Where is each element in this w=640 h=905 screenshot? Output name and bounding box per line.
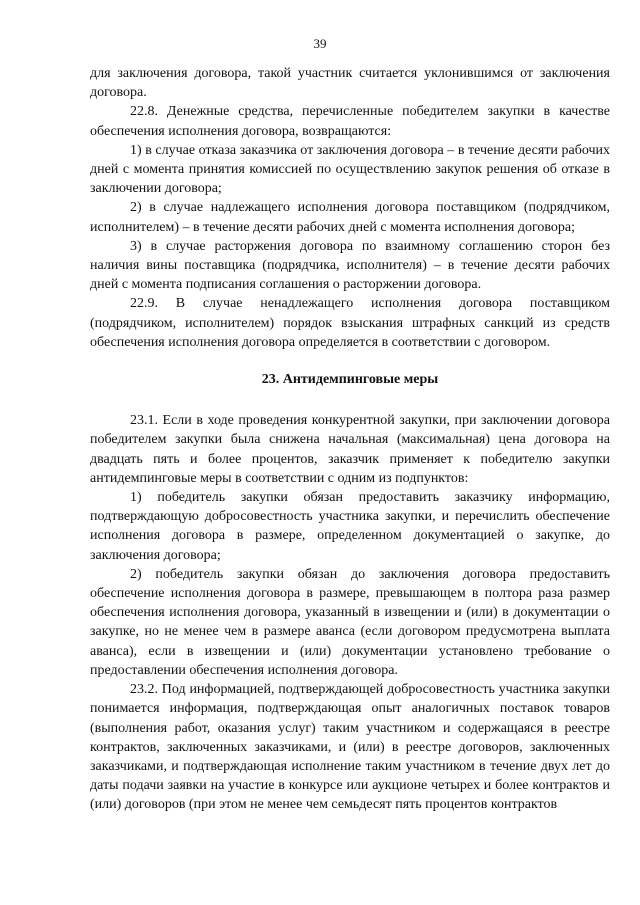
section-heading: 23. Антидемпинговые меры: [261, 372, 439, 388]
page-number: 39: [313, 36, 327, 51]
list-item-23-1-1: 1) победитель закупки обязан предоставить заказчику информацию, подтверждающую добросовестность участника закупки, и перечислить обеспечение исполнения договора в размере, определенном документацией о закупке, до заключения договора;: [90, 490, 610, 563]
document-body: [90, 64, 610, 815]
list-item-23-1-2: 2) победитель закупки обязан до заключения договора предоставить обеспечение исполнения договора в размере, превышающем в полтора раза размер обеспечения исполнения договора, указанный в извещении и (или) в документации о закупке, но не менее чем в размере аванса (если договором предусмотрена выплата аванса), если в извещении и (или) документации установлено требование о предоставлении обеспечения исполнения договора.: [90, 566, 610, 678]
list-item-22-8-2: 2) в случае надлежащего исполнения договора поставщиком (подрядчиком, исполнителем) – в течение десяти рабочих дней с момента исполнения договора;: [90, 200, 610, 235]
paragraph-22-9: 22.9. В случае ненадлежащего исполнения договора поставщиком (подрядчиком, исполнителем) порядок взыскания штрафных санкций из средств обеспечения исполнения договора определяется в соответствии с договором.: [90, 296, 610, 350]
paragraph-23-1: 23.1. Если в ходе проведения конкурентной закупки, при заключении договора победителем закупки была снижена начальная (максимальная) цена договора на двадцать пять и более процентов, заказчик применяет к победителю закупки антидемпинговые меры в соответствии с одним из подпунктов:: [90, 413, 610, 486]
paragraph-23-2: 23.2. Под информацией, подтверждающей добросовестность участника закупки понимается информация, подтверждающая опыт аналогичных поставок товаров (выполнения работ, оказания услуг) таким участником и содержащаяся в реестре контрактов, заключенных заказчиками, и (или) в реестре договоров, заключенных заказчиками, и подтверждающая исполнение таким участником в течение двух лет до даты подачи заявки на участие в конкурсе или аукционе четырех и более контрактов и (или) договоров (при этом не менее чем семьдесят пять процентов контрактов: [90, 682, 610, 813]
paragraph-continuation: для заключения договора, такой участник считается уклонившимся от заключения договора.: [90, 66, 610, 101]
list-item-22-8-3: 3) в случае расторжения договора по взаимному соглашению сторон без наличия вины поставщика (подрядчика, исполнителя) – в течение десяти рабочих дней с момента подписания соглашения о расторжении договора.: [90, 238, 610, 293]
paragraph-22-8: 22.8. Денежные средства, перечисленные победителем закупки в качестве обеспечения исполнения договора, возвращаются:: [90, 104, 610, 139]
list-item-22-8-1: 1) в случае отказа заказчика от заключения договора – в течение десяти рабочих дней с момента принятия комиссией по осуществлению закупок решения об отказе в заключении договора;: [90, 142, 610, 197]
